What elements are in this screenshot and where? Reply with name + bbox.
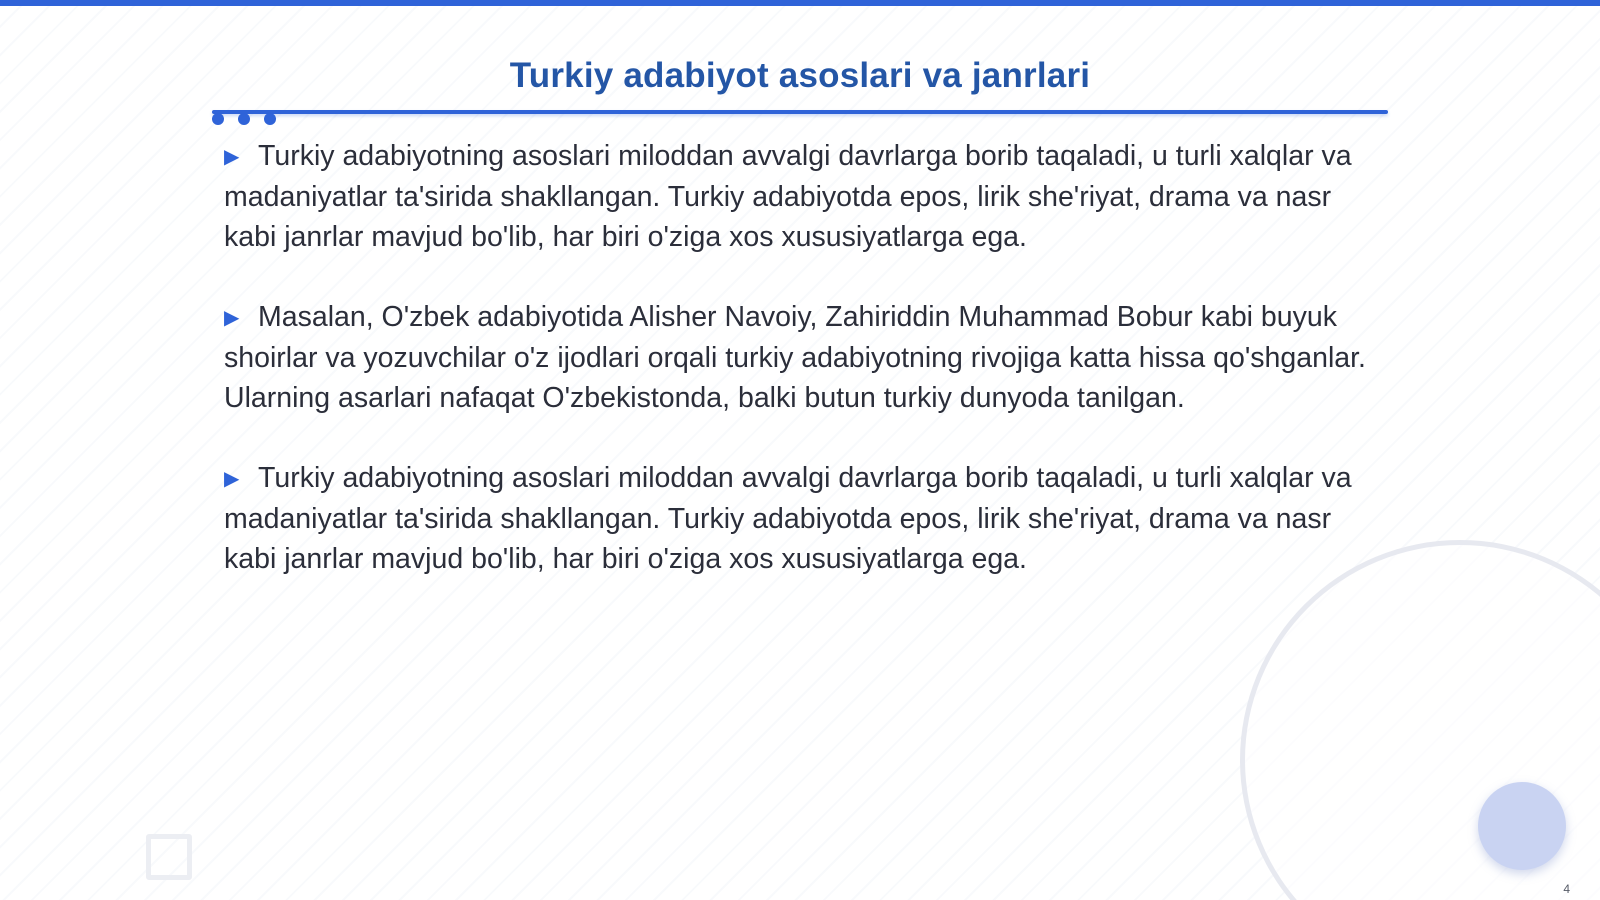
bullet-arrow-icon: ▶ — [224, 468, 240, 490]
underline-dot — [238, 113, 250, 125]
decorative-dot — [1478, 782, 1566, 870]
bullet-paragraph — [224, 297, 1384, 418]
decorative-square — [146, 834, 192, 880]
slide-title: Turkiy adabiyot asoslari va janrlari — [509, 56, 1091, 95]
underline-dot — [264, 113, 276, 125]
page-number: 4 — [1563, 882, 1570, 896]
bullet-paragraph — [224, 136, 1384, 257]
paragraph-text: Masalan, O'zbek adabiyotida Alisher Navoiy, Zahiriddin Muhammad Bobur kabi buyuk shoirlar va yozuvchilar o'z ijodlari orqali turkiy adabiyotning rivojiga katta hissa qo'shganlar. Ularning asarlari nafaqat O'zbekistonda, balki butun turkiy dunyoda tanilgan. — [224, 301, 1366, 414]
top-accent-bar — [0, 0, 1600, 6]
title-underline — [212, 110, 1388, 114]
bullet-arrow-icon: ▶ — [224, 146, 240, 168]
underline-dot — [212, 113, 224, 125]
paragraph-text: Turkiy adabiyotning asoslari miloddan avvalgi davrlarga borib taqaladi, u turli xalqlar va madaniyatlar ta'sirida shakllangan. Turkiy adabiyotda epos, lirik she'riyat, drama va nasr kabi janrlar mavjud bo'lib, har biri o'ziga xos xususiyatlarga ega. — [224, 462, 1352, 575]
slide-body — [224, 136, 1384, 619]
bullet-paragraph — [224, 458, 1384, 579]
paragraph-text: Turkiy adabiyotning asoslari miloddan avvalgi davrlarga borib taqaladi, u turli xalqlar va madaniyatlar ta'sirida shakllangan. Turkiy adabiyotda epos, lirik she'riyat, drama va nasr kabi janrlar mavjud bo'lib, har biri o'ziga xos xususiyatlarga ega. — [224, 140, 1352, 253]
bullet-arrow-icon: ▶ — [224, 307, 240, 329]
